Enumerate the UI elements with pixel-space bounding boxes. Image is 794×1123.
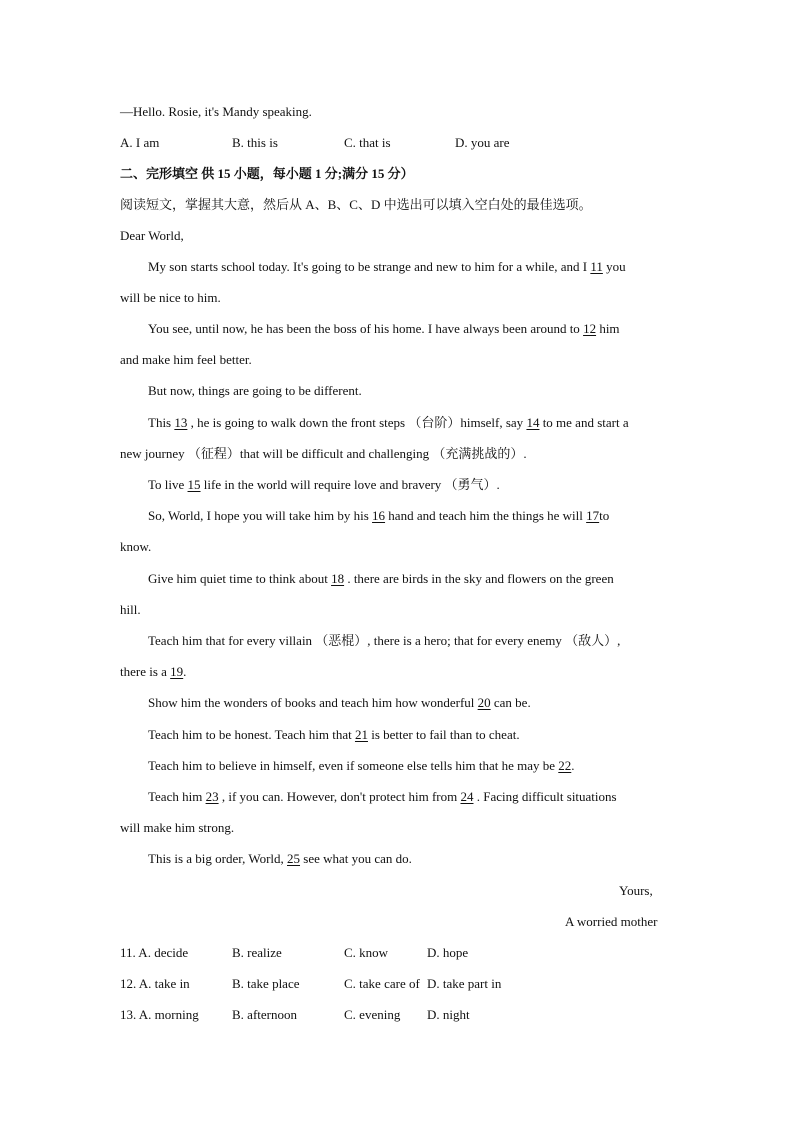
question-12-option-a: 12. A. take in (120, 976, 190, 991)
blank-20: 20 (477, 695, 491, 710)
blank-18: 18 (331, 571, 345, 586)
section-heading: 二、完形填空 供 15 小题，每小题 1 分;满分 15 分） (120, 166, 414, 181)
question-13-option-c: C. evening (344, 1007, 401, 1022)
blank-14: 14 (526, 415, 540, 430)
paragraph-9: Show him the wonders of books and teach him how wonderful 20 can be. (148, 695, 531, 710)
letter-signature: A worried mother (565, 914, 658, 929)
question-11-option-b: B. realize (232, 945, 282, 960)
question-11-option-a: 11. A. decide (120, 945, 189, 960)
q10-option-b: B. this is (232, 135, 278, 150)
question-13-option-b: B. afternoon (232, 1007, 297, 1022)
paragraph-8-cont: there is a 19. (120, 664, 187, 679)
question-11-option-c: C. know (344, 945, 389, 960)
blank-13: 13 (174, 415, 188, 430)
q10-option-a: A. I am (120, 135, 160, 150)
blank-15: 15 (187, 477, 201, 492)
blank-12: 12 (583, 321, 597, 336)
blank-22: 22 (558, 758, 572, 773)
paragraph-12: Teach him 23 , if you can. However, don't protect him from 24 . Facing difficult situations (148, 789, 617, 804)
q10-option-d: D. you are (455, 135, 510, 150)
question-11-option-d: D. hope (427, 945, 469, 960)
paragraph-2: You see, until now, he has been the boss of his home. I have always been around to 12 him (148, 321, 620, 336)
blank-21: 21 (354, 727, 368, 742)
blank-24: 24 (460, 789, 474, 804)
blank-17: 17 (586, 508, 600, 523)
letter-closing: Yours, (619, 883, 653, 898)
question-12-option-c: C. take care of (344, 976, 420, 991)
q10-option-c: C. that is (344, 135, 391, 150)
paragraph-3: But now, things are going to be different. (148, 383, 362, 398)
paragraph-8: Teach him that for every villain （恶棍）, there is a hero; that for every enemy （敌人）, (148, 633, 621, 648)
paragraph-12-cont: will make him strong. (120, 820, 235, 835)
paragraph-1-cont: will be nice to him. (120, 290, 221, 305)
q10-prompt: —Hello. Rosie, it's Mandy speaking. (120, 104, 312, 119)
section-instruction: 阅读短文，掌握其大意，然后从 A、B、C、D 中选出可以填入空白处的最佳选项。 (120, 197, 592, 212)
paragraph-11: Teach him to believe in himself, even if someone else tells him that he may be 22. (148, 758, 575, 773)
paragraph-5: To live 15 life in the world will require love and bravery （勇气）. (148, 477, 500, 492)
paragraph-7: Give him quiet time to think about 18 . there are birds in the sky and flowers on the green (148, 571, 614, 586)
paragraph-2-cont: and make him feel better. (120, 352, 252, 367)
blank-11: 11 (590, 259, 603, 274)
paragraph-10: Teach him to be honest. Teach him that 21 is better to fail than to cheat. (148, 727, 520, 742)
paragraph-4-cont: new journey （征程）that will be difficult and challenging （充满挑战的）. (120, 446, 527, 461)
question-13-option-d: D. night (427, 1007, 470, 1022)
blank-16: 16 (372, 508, 386, 523)
paragraph-13: This is a big order, World, 25 see what you can do. (148, 851, 412, 866)
question-12-option-d: D. take part in (427, 976, 502, 991)
letter-greeting: Dear World, (120, 228, 184, 243)
paragraph-6-cont: know. (120, 539, 152, 554)
blank-23: 23 (205, 789, 219, 804)
paragraph-1: My son starts school today. It's going to be strange and new to him for a while, and I 11 you (148, 259, 626, 274)
blank-25: 25 (287, 851, 301, 866)
paragraph-7-cont: hill. (120, 602, 141, 617)
paragraph-6: So, World, I hope you will take him by his 16 hand and teach him the things he will 17to (148, 508, 610, 523)
paragraph-4: This 13 , he is going to walk down the front steps （台阶）himself, say 14 to me and start a (148, 415, 629, 430)
blank-19: 19 (170, 664, 184, 679)
question-13-option-a: 13. A. morning (120, 1007, 199, 1022)
question-12-option-b: B. take place (232, 976, 300, 991)
